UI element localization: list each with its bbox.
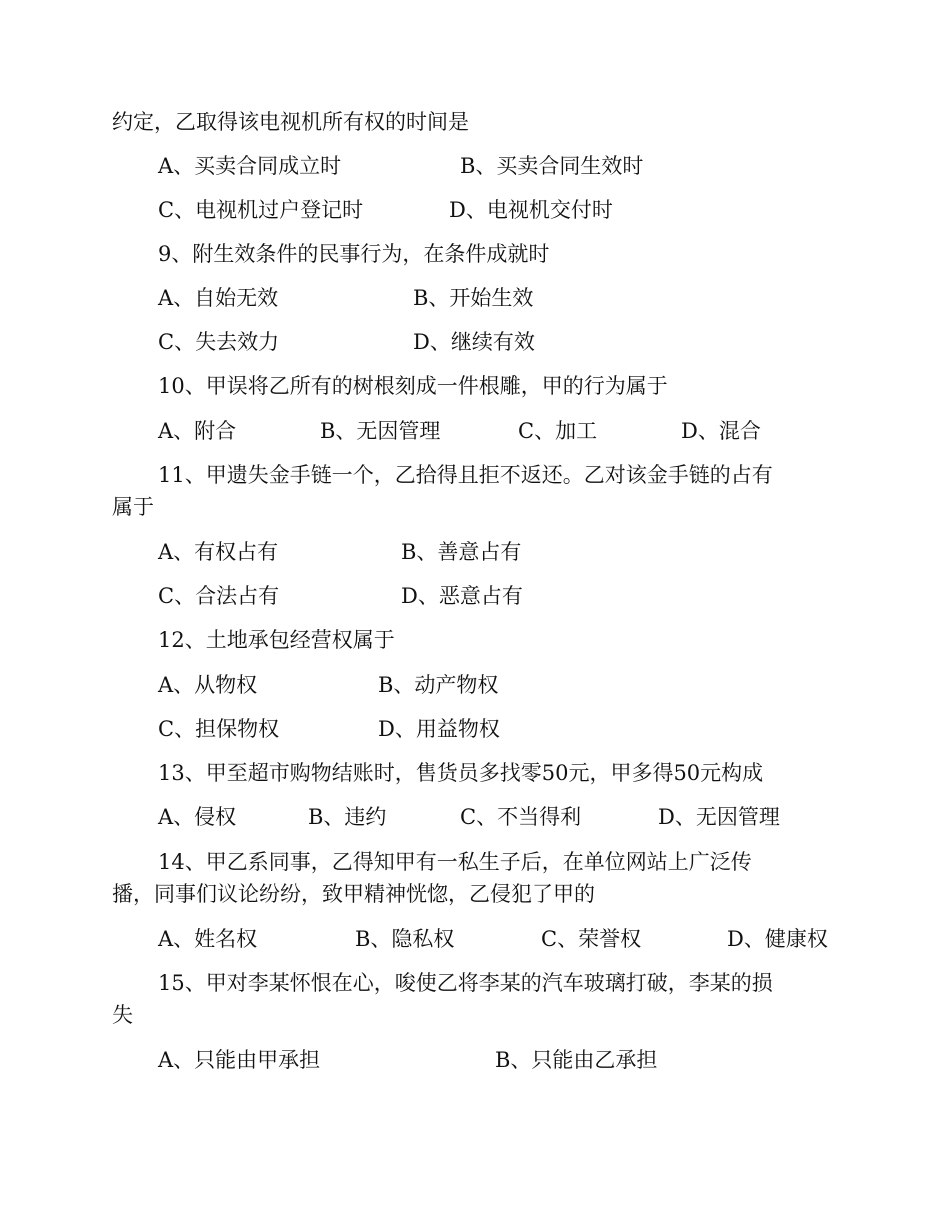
option-a: A、只能由甲承担 xyxy=(158,1048,321,1072)
option-a: A、附合 xyxy=(158,419,237,443)
option-a: A、买卖合同成立时 xyxy=(158,154,342,178)
option-a: A、侵权 xyxy=(158,805,237,829)
question-13: 13、甲至超市购物结账时，售货员多找零50元，甲多得50元构成 xyxy=(158,761,764,785)
option-b: B、无因管理 xyxy=(320,419,441,443)
option-a: A、从物权 xyxy=(158,673,258,697)
option-d: D、健康权 xyxy=(727,927,828,951)
option-c: C、不当得利 xyxy=(460,805,582,829)
option-c: C、加工 xyxy=(518,419,598,443)
question-15: 15、甲对李某怀恨在心，唆使乙将李某的汽车玻璃打破，李某的损 xyxy=(158,971,773,995)
question-continuation: 约定，乙取得该电视机所有权的时间是 xyxy=(112,110,469,134)
question-9: 9、附生效条件的民事行为，在条件成就时 xyxy=(158,242,550,266)
question-14-continuation: 播，同事们议论纷纷，致甲精神恍惚，乙侵犯了甲的 xyxy=(112,882,595,906)
option-d: D、恶意占有 xyxy=(401,584,523,608)
option-c: C、失去效力 xyxy=(158,330,280,354)
option-c: C、担保物权 xyxy=(158,717,280,741)
option-a: A、自始无效 xyxy=(158,286,279,310)
option-c: C、电视机过户登记时 xyxy=(158,198,364,222)
option-d: D、混合 xyxy=(681,419,761,443)
question-11-continuation: 属于 xyxy=(112,495,154,519)
option-a: A、有权占有 xyxy=(158,540,279,564)
option-d: D、继续有效 xyxy=(413,330,535,354)
question-11: 11、甲遗失金手链一个，乙拾得且拒不返还。乙对该金手链的占有 xyxy=(158,463,773,487)
question-14: 14、甲乙系同事，乙得知甲有一私生子后，在单位网站上广泛传 xyxy=(158,850,752,874)
question-10: 10、甲误将乙所有的树根刻成一件根雕，甲的行为属于 xyxy=(158,374,668,398)
question-12: 12、土地承包经营权属于 xyxy=(158,628,395,652)
option-d: D、无因管理 xyxy=(658,805,780,829)
option-c: C、合法占有 xyxy=(158,584,280,608)
option-c: C、荣誉权 xyxy=(541,927,642,951)
option-d: D、用益物权 xyxy=(378,717,500,741)
option-b: B、动产物权 xyxy=(378,673,499,697)
option-a: A、姓名权 xyxy=(158,927,258,951)
question-15-continuation: 失 xyxy=(112,1003,133,1027)
option-b: B、买卖合同生效时 xyxy=(460,154,644,178)
option-b: B、只能由乙承担 xyxy=(495,1048,658,1072)
option-b: B、开始生效 xyxy=(413,286,534,310)
option-d: D、电视机交付时 xyxy=(449,198,613,222)
option-b: B、隐私权 xyxy=(355,927,455,951)
option-b: B、违约 xyxy=(308,805,387,829)
option-b: B、善意占有 xyxy=(401,540,522,564)
